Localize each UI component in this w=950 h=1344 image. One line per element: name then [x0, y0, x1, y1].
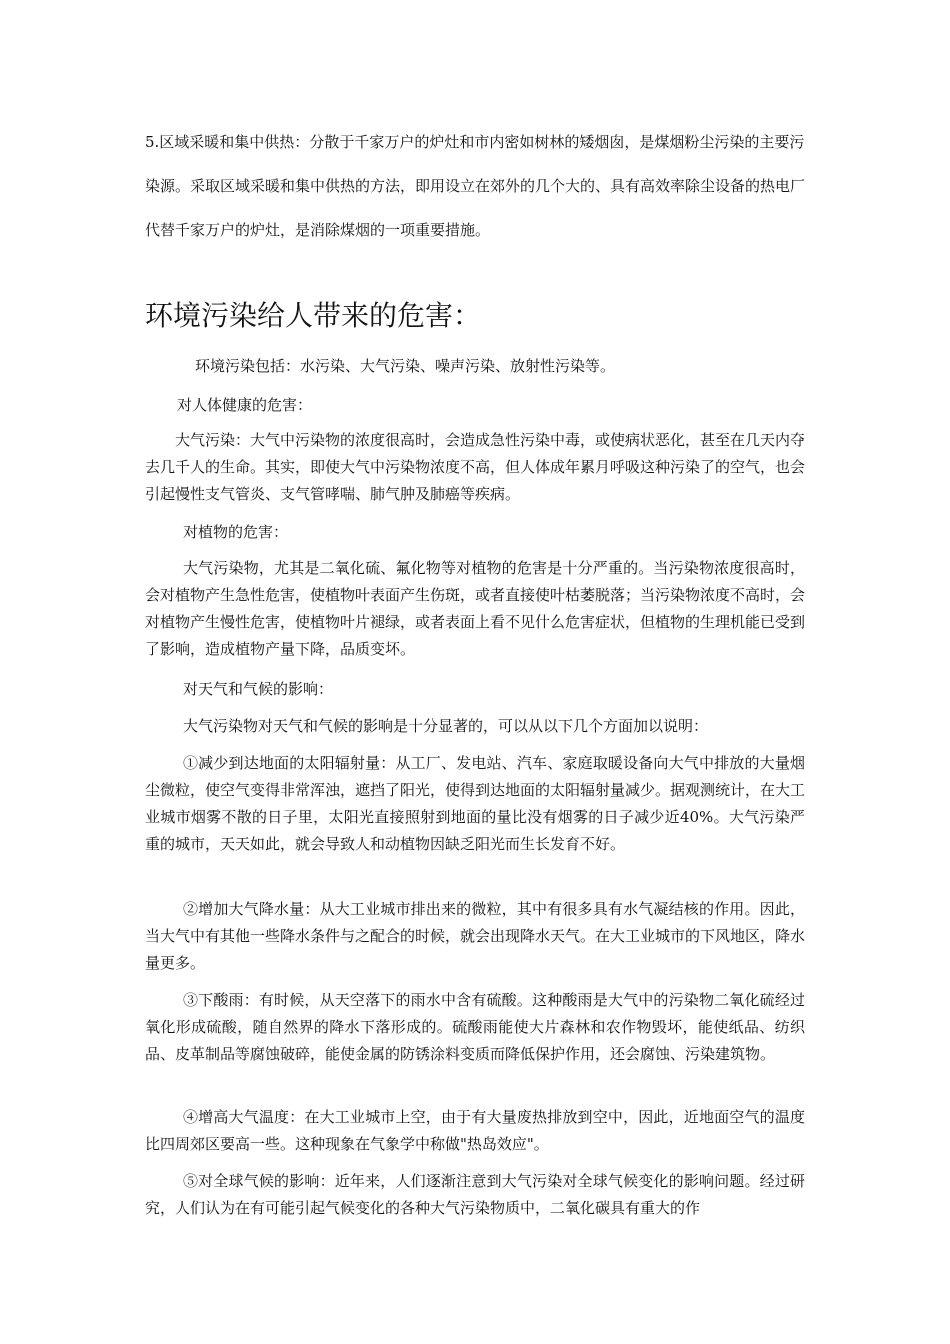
acid-rain-paragraph: ③下酸雨：有时候，从天空落下的雨水中含有硫酸。这种酸雨是大气中的污染物二氧化硫经过氧化形成硫酸，随自然界的降水下落形成的。硫酸雨能使大片森林和农作物毁坏，能使纸品、纺织品、皮革制品等腐蚀破碎，能使金属的防锈涂料变质而降低保护作用，还会腐蚀、污染建筑物。: [145, 991, 805, 1063]
air-pollution-health-paragraph: 大气污染：大气中污染物的浓度很高时，会造成急性污染中毒，或使病状恶化，甚至在几天内夺去几千人的生命。其实，即使大气中污染物浓度不高，但人体成年累月呼吸这种污染了的空气，也会引起慢性支气管炎、支气管哮喘、肺气肿及肺癌等疾病。: [145, 431, 806, 503]
intro-paragraph: 5.区域采暖和集中供热：分散于千家万户的炉灶和市内密如树林的矮烟囱，是煤烟粉尘污染的主要污染源。采取区域采暖和集中供热的方法，即用设立在郊外的几个大的、具有高效率除尘设备的热电厂代替千家万户的炉灶，是消除煤烟的一项重要措施。: [145, 133, 806, 239]
plants-subheading: 对植物的危害：: [183, 523, 289, 541]
pollution-types-paragraph: 环境污染包括：水污染、大气污染、噪声污染、放射性污染等。: [195, 357, 616, 375]
human-health-subheading: 对人体健康的危害：: [177, 396, 313, 414]
precipitation-paragraph: ②增加大气降水量：从大工业城市排出来的微粒，其中有很多具有水气凝结核的作用。因此，当大气中有其他一些降水条件与之配合的时候，就会出现降水天气。在大工业城市的下风地区，降水量更多。: [145, 900, 806, 972]
plants-harm-paragraph: 大气污染物，尤其是二氧化硫、氟化物等对植物的危害是十分严重的。当污染物浓度很高时，会对植物产生急性危害，使植物叶表面产生伤斑，或者直接使叶枯萎脱落；当污染物浓度不高时，会对植物产生慢性危害，使植物叶片褪绿，或者表面上看不见什么危害症状，但植物的生理机能已受到了影响，造成植物产量下降，品质变坏。: [145, 559, 806, 658]
heat-island-paragraph: ④增高大气温度：在大工业城市上空，由于有大量废热排放到空中，因此，近地面空气的温度比四周郊区要高一些。这种现象在气象学中称做"热岛效应"。: [145, 1108, 805, 1153]
global-climate-paragraph: ⑤对全球气候的影响：近年来，人们逐渐注意到大气污染对全球气候变化的影响问题。经过研究，人们认为在有可能引起气候变化的各种大气污染物质中，二氧化碳具有重大的作: [145, 1172, 805, 1217]
weather-intro-paragraph: 大气污染物对天气和气候的影响是十分显著的，可以从以下几个方面加以说明：: [183, 717, 709, 735]
solar-radiation-paragraph: ①减少到达地面的太阳辐射量：从工厂、发电站、汽车、家庭取暖设备向大气中排放的大量烟尘微粒，使空气变得非常浑浊，遮挡了阳光，使得到达地面的太阳辐射量减少。据观测统计，在大工业城市烟雾不散的日子里，太阳光直接照射到地面的量比没有烟雾的日子减少近40%。大气污染严重的城市，天天如此，就会导致人和动植物因缺乏阳光而生长发育不好。: [145, 754, 806, 853]
weather-subheading: 对天气和气候的影响：: [183, 680, 334, 698]
section-heading: 环境污染给人带来的危害：: [145, 299, 482, 332]
